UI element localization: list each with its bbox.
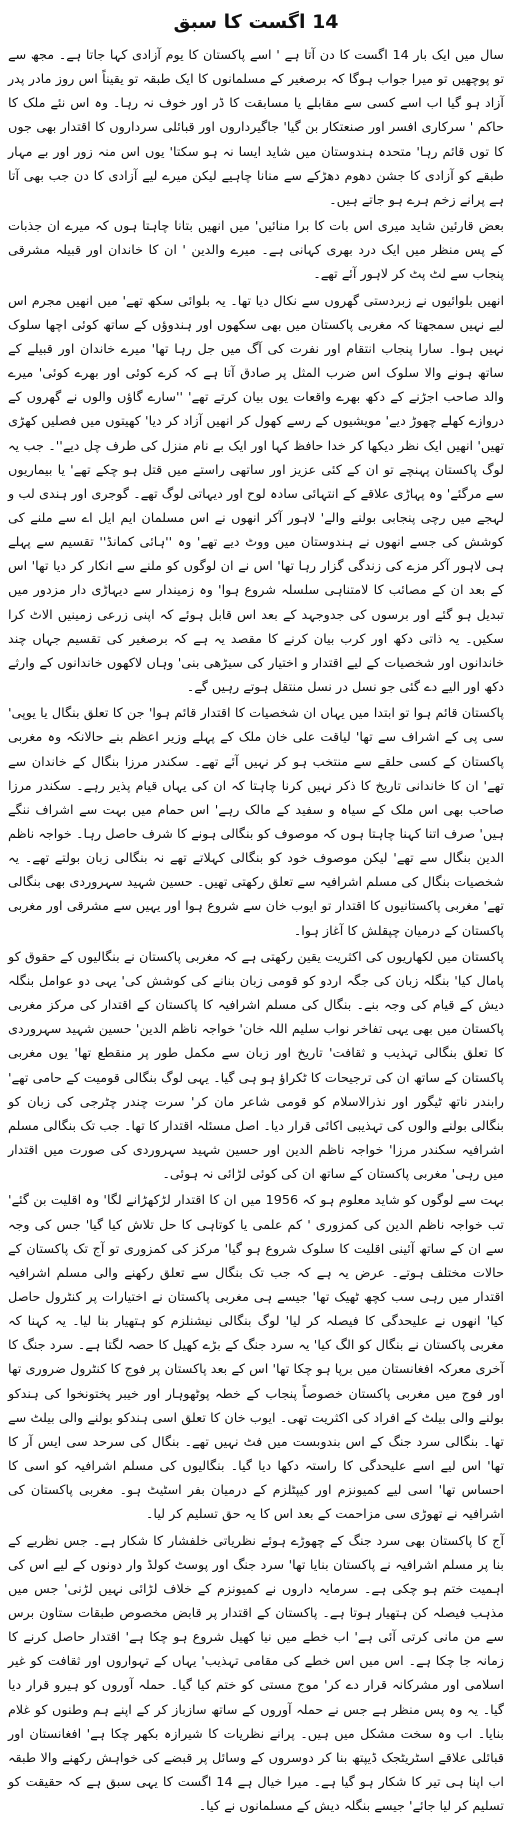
article-paragraph: پاکستان میں لکھاریوں کی اکثریت یقین رکھتی ہے کہ مغربی پاکستان نے بنگالیوں کے حقوق کو پامال کیا' بنگلہ زبان کی جگہ اردو کو قومی زبان بنانے کی کوشش کی' یہی دو عوامل بنگلہ دیش کے قیام کی وجہ بنے۔ بنگال کی مسلم اشرافیہ کا پاکستان کے اقتدار کی مرکز مغربی پاکستان میں بھی یہی تفاخر نواب سلیم اللہ خان' خواجہ ناظم الدین' حسین شہید سہروردی کا تعلق بنگالی تہذیب و ثقافت' تاریخ اور زبان سے مکمل طور پر منقطع تھا' یوں مغربی پاکستان کے ساتھ ان کی ترجیحات کا ٹکراؤ ہو ہی گیا۔ یہی لوگ بنگالی قومیت کے حامی تھے' رابندر ناتھ ٹیگور اور نذرالاسلام کو قومی شاعر مان کر' سرت چندر چٹرجی کی زبان کو بنگالی بولنے والوں کی تہذیبی اکائی قرار دیا۔ اصل مسئلہ اقتدار کا تھا۔ جب تک بنگالی مسلم اشرافیہ سکندر مرزا' خواجہ ناظم الدین اور حسین شہید سہروردی کی صورت میں اقتدار میں رہی' مغربی پاکستان کے ساتھ ان کی کوئی لڑائی نہ ہوئی۔ [8, 949, 504, 1183]
article-paragraph: سال میں ایک بار 14 اگست کا دن آتا ہے ' اسے پاکستان کا یوم آزادی کہا جاتا ہے۔ مجھ سے تو پوچھیں تو میرا جواب ہوگا کہ برصغیر کے مسلمانوں کا ایک طبقہ تو یقیناً اس روز مادر پدر آزاد ہو گیا اب اسے کسی سے مقابلے یا مسابقت کا ڈر اور خوف نہ رہا۔ وہ اس نئے ملک کا حاکم ' سرکاری افسر اور صنعتکار بن گیا' جاگیرداروں اور قبائلی سرداروں کا اقتدار بھی جوں کا توں قائم رہا' متحدہ ہندوستان میں شاید ایسا نہ ہو سکتا' یوں اس منہ زور اور بے مہار طبقے کو آزادی کا جشن دھوم دھڑکے سے منانا چاہیے لیکن میرے لیے آزادی کا دن جب بھی آتا ہے پرانے زخم ہرے ہو جاتے ہیں۔ [8, 48, 504, 208]
article-paragraph: بہت سے لوگوں کو شاید معلوم ہو کہ 1956 میں ان کا اقتدار لڑکھڑانے لگا' وہ اقلیت بن گئے' تب خواجہ ناظم الدین کی کمزوری ' کم علمی یا کوتاہی کا حل تلاش کیا گیا' جس کی وجہ سے ان کے ساتھ آئینی اقلیت کا سلوک شروع ہو گیا' مرکز کی کمزوری تو آج تک پاکستان کے حالات مختلف ہوتے۔ عرض یہ ہے کہ جب تک بنگال سے تعلق رکھنے والی مسلم اشرافیہ اقتدار میں رہی سب کچھ ٹھیک تھا' جیسے ہی مغربی پاکستان نے اختیارات پر کنٹرول حاصل کیا' انھوں نے علیحدگی کا فیصلہ کر لیا' لوگ بنگالی نیشنلزم کو ہتھیار بنا لیا۔ یہ کہنا کہ مغربی پاکستان نے بنگال کو الگ کیا' یہ سرد جنگ کے بڑے کھیل کا حصہ لگتا ہے۔ سرد جنگ کا آخری معرکہ افغانستان میں برپا ہو چکا تھا' اس کے بعد پاکستان پر فوج کا کنٹرول ضروری تھا اور فوج میں مغربی پاکستان خصوصاً پنجاب کے خطہ پوٹھوہار اور خیبر پختونخوا کی ہندکو بولنے والی بیلٹ کے افراد کی اکثریت تھی۔ ایوب خان کا تعلق اسی ہندکو بولنے والی بیلٹ سے تھا۔ بنگالی سرد جنگ کے اس بندوبست میں فٹ نہیں تھے۔ بنگال کی سرحد سی ایس آر کا تھا' اس لیے اسے علیحدگی کا راستہ دکھا دیا گیا۔ بنگالیوں کی مسلم اشرافیہ کو اسی کا احساس تھا' اسی لیے کمیونزم اور کیپٹلزم کے درمیان بفر اسٹیٹ ہو۔ مغربی پاکستان کی اشرافیہ نے تھوڑی سی مزاحمت کے بعد اس کا یہ حق تسلیم کر لیا۔ [8, 1193, 504, 1523]
article-paragraph: پاکستان قائم ہوا تو ابتدا میں یہاں ان شخصیات کا اقتدار قائم ہوا' جن کا تعلق بنگال یا یوپی' سی پی کے اشراف سے تھا' لیاقت علی خان ملک کے پہلے وزیر اعظم بنے حالانکہ وہ مغربی پاکستان کے کسی حلقے سے منتخب ہو کر نہیں آئے تھے۔ سکندر مرزا بنگال کے خاندان سے تھے' ان کا خاندانی تاریخ کا ذکر نہیں کرنا چاہتا کہ ان کی یہاں قیام پذیر رہے۔ سکندر مرزا صاحب بھی اس ملک کے سیاہ و سفید کے مالک رہے' اس حمام میں بہت سے اشراف ننگے ہیں' صرف اتنا کہنا چاہتا ہوں کہ موصوف کو بنگالی ہونے کا شرف حاصل رہا۔ خواجہ ناظم الدین بنگال سے تھے' لیکن موصوف خود کو بنگالی کہلاتے تھے نہ بنگالی زبان بولتے تھے۔ یہ شخصیات بنگال کی مسلم اشرافیہ سے تعلق رکھتی تھیں۔ حسین شہید سہروردی بھی بنگالی تھے' مغربی پاکستانیوں کا اقتدار تو ایوب خان سے شروع ہوا اور یہیں سے مشرقی اور مغربی پاکستان کے درمیان چپقلش کا آغاز ہوا۔ [8, 706, 504, 939]
article-headline: 14 اگست کا سبق [173, 11, 339, 33]
article-paragraph: بعض قارئین شاید میری اس بات کا برا منائیں' میں انھیں بتانا چاہتا ہوں کہ میرے ان جذبات کے پس منظر میں ایک درد بھری کہانی ہے۔ میرے والدین ' ان کا خاندان اور قبیلہ مشرقی پنجاب سے لٹ پٹ کر لاہور آئے تھے۔ [8, 219, 504, 283]
article-paragraph: انھیں بلوائیوں نے زبردستی گھروں سے نکال دیا تھا۔ یہ بلوائی سکھ تھے' میں انھیں مجرم اس لیے نہیں سمجھتا کہ مغربی پاکستان میں بھی سکھوں اور ہندوؤں کے ساتھ کوئی اچھا سلوک نہیں ہوا۔ سارا پنجاب انتقام اور نفرت کی آگ میں جل رہا تھا' میرے خاندان اور قبیلے کے ساتھ ہونے والا سلوک اس ضرب المثل پر صادق آتا ہے کہ کرے کوئی اور بھرے کوئی' میرے والد صاحب اجڑنے کے دکھ بھرے واقعات یوں بیان کرتے تھے' ''سارے گاؤں والوں نے گھروں کے دروازے کھلے چھوڑ دیے' مویشیوں کے رسے کھول کر انھیں آزاد کر دیا' کھیتوں میں فصلیں کھڑی تھیں' انھیں ایک نظر دیکھا کر خدا حافظ کہا اور ایک بے نام منزل کی طرف چل دیے''۔ جب یہ لوگ پاکستان پہنچے تو ان کے کئی عزیز اور ساتھی راستے میں قتل ہو چکے تھے' یا بیماریوں سے مرگئے' وہ پہاڑی علاقے کے انتہائی سادہ لوح اور دیہاتی لوگ تھے۔ گوجری اور ہندی لب و لہجے میں رچی پنجابی بولنے والے' لاہور آکر انھوں نے اس مسلمان ایم ایل اے سے ملنے کی کوشش کی جسے انھوں نے ہندوستان میں ووٹ دیے تھے' وہ ''ہائی کمانڈ'' تقسیم سے پہلے ہی لاہور آکر مزے کی زندگی گزار رہا تھا' اس نے ان لوگوں کو ملنے سے انکار کر دیا تھا' اس کے بعد ان کے مصائب کا لامتناہی سلسلہ شروع ہوا' وہ زمیندار سے دیہاڑی دار مزدور میں تبدیل ہو گئے اور برسوں کی جدوجہد کے بعد اس قابل ہوئے کہ اپنی زرعی زمینیں الاٹ کرا سکیں۔ یہ ذاتی دکھ اور کرب بیان کرنے کا مقصد یہ ہے کہ برصغیر کی تقسیم جہاں چند خاندانوں اور شخصیات کے لیے اقتدار و اختیار کی سیڑھی بنی' وہاں لاکھوں خاندانوں کے وارثے دکھ اور الیے دے گئی جو نسل در نسل منتقل ہوتے رہیں گے۔ [8, 293, 504, 696]
article-body [8, 44, 504, 1819]
article-paragraph: آج کا پاکستان بھی سرد جنگ کے چھوڑے ہوئے نظریاتی خلفشار کا شکار ہے۔ جس نظریے کے بنا پر مسلم اشرافیہ نے پاکستان بنایا تھا' سرد جنگ اور پوسٹ کولڈ وار دونوں کے لیے اس کی اہمیت ختم ہو چکی ہے۔ سرمایہ داروں نے کمیونزم کے خلاف لڑائی نہیں لڑنی' جس میں مذہب فیصلہ کن ہتھیار ہوتا ہے۔ پاکستان کے اقتدار پر قابض مخصوص طبقات ستاون برس سے من مانی کرتی آئی ہے' اب خطے میں نیا کھیل شروع ہو چکا ہے' اقتدار حاصل کرنے کا زمانہ جا چکا ہے۔ اس میں اس خطے کی مقامی تہذیب' یہاں کے تہواروں اور ثقافت کو غیر اسلامی اور مشرکانہ قرار دے کر' موج مستی کو ختم کیا گیا۔ حملہ آوروں کو ہیرو قرار دیا گیا۔ یہ وہ پس منظر ہے جس نے حملہ آوروں کے ساتھ سازباز کر کے اپنے ہم وطنوں کو غلام بنایا۔ اب وہ سخت مشکل میں ہیں۔ پرانے نظریات کا شیرازہ بکھر چکا ہے' افغانستان اور قبائلی علاقے اسٹریٹجک ڈیپتھ بنا کر دوسروں کے وسائل پر قبضے کی خواہش رکھنے والا طبقہ اب اپنا ہی تیر کا شکار ہو گیا ہے۔ میرا خیال ہے 14 اگست کا یہی سبق ہے کہ حقیقت کو تسلیم کر لیا جائے' جیسے بنگلہ دیش کے مسلمانوں نے کیا۔ [8, 1533, 504, 1815]
